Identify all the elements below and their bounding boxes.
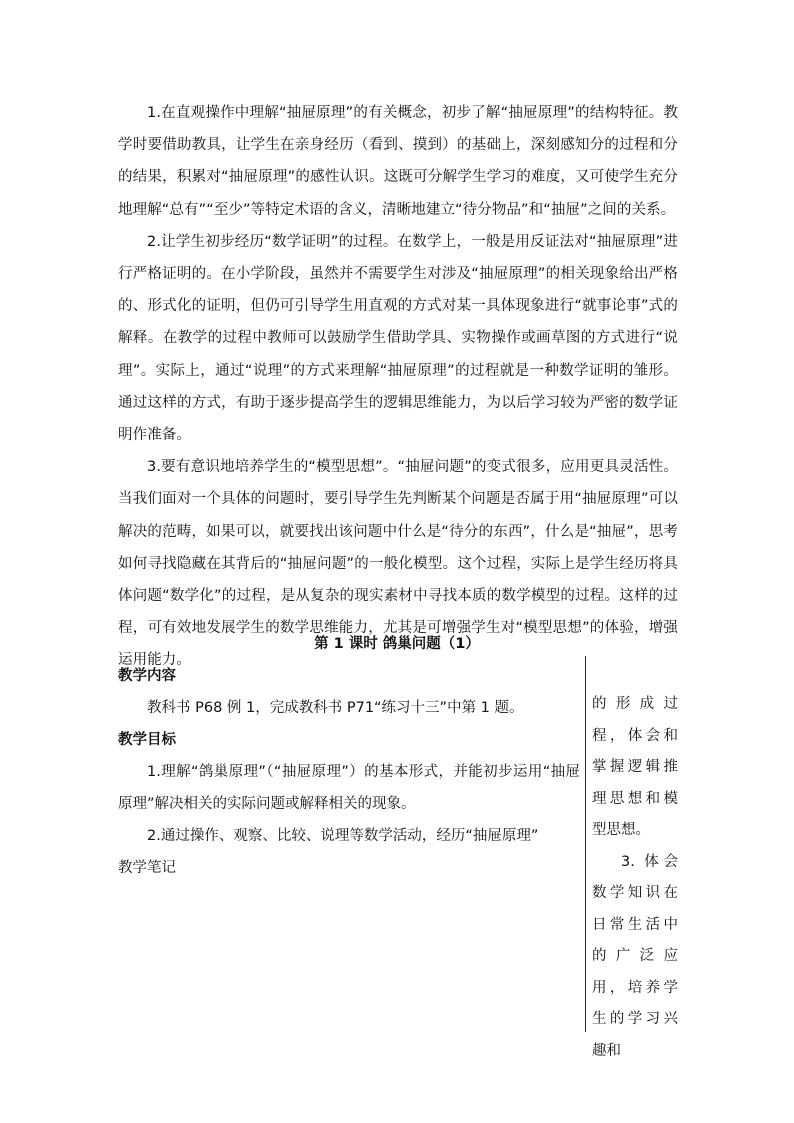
side-text-1: 的形成过程，体会和掌握逻辑推理思想和模型思想。	[592, 696, 678, 838]
teaching-notes-label: 教学笔记	[118, 860, 176, 876]
goal-item-2: 2.通过操作、观察、比较、说理等数学活动，经历“抽屉原理”	[147, 828, 539, 844]
side-column	[592, 689, 678, 1067]
content-heading: 教学内容	[118, 668, 176, 684]
goal-item-1: 1.理解“鸽巢原理”（“抽屉原理”）的基本形式，并能初步运用“抽屉原理”解决相关的实际问题或解释相关的现象。	[118, 764, 580, 812]
intro-paragraph-2: 2.让学生初步经历“数学证明”的过程。在数学上，一般是用反证法对“抽屉原理”进行严格证明的。在小学阶段，虽然并不需要学生对涉及“抽屉原理”的相关现象给出严格的、形式化的证明，但仍可引导学生用直观的方式对某一具体现象进行“就事论事”式的解释。在教学的过程中教师可以鼓励学生借助学具、实物操作或画草图的方式进行“说理”。实际上，通过“说理”的方式来理解“抽屉原理”的过程就是一种数学证明的雏形。通过这样的方式，有助于逐步提高学生的逻辑思维能力，为以后学习较为严密的数学证明作准备。	[118, 233, 678, 444]
intro-section	[118, 97, 678, 677]
intro-paragraph-1: 1.在直观操作中理解“抽屉原理”的有关概念，初步了解“抽屉原理”的结构特征。教学时要借助教具，让学生在亲身经历（看到、摸到）的基础上，深刻感知分的过程和分的结果，积累对“抽屉原理”的感性认识。这既可分解学生学习的难度，又可使学生充分地理解“总有”“至少”等特定术语的含义，清晰地建立“待分物品”和“抽屉”之间的关系。	[118, 105, 678, 218]
content-text: 教科书 P68 例 1，完成教科书 P71“练习十三”中第 1 题。	[147, 700, 524, 716]
goals-heading: 教学目标	[118, 732, 176, 748]
side-text-2: 3. 体会数学知识在日常生活中的广泛应用，培养学生的学习兴趣和	[592, 853, 678, 1059]
intro-paragraph-3: 3.要有意识地培养学生的“模型思想”。“抽屉问题”的变式很多，应用更具灵活性。当我们面对一个具体的问题时，要引导学生先判断某个问题是否属于用“抽屉原理”可以解决的范畴，如果可以，就要找出该问题中什么是“待分的东西”，什么是“抽屉”，思考如何寻找隐藏在其背后的“抽屉问题”的一般化模型。这个过程，实际上是学生经历将具体问题“数学化”的过程，是从复杂的现实素材中寻找本质的数学模型的过程。这样的过程，可有效地发展学生的数学思维能力，尤其是可增强学生对“模型思想”的体验，增强运用能力。	[118, 459, 678, 669]
lesson-title: 第 1 课时 鸽巢问题（1）	[314, 636, 480, 652]
column-divider	[585, 656, 586, 1032]
lesson-main-column	[118, 660, 580, 884]
